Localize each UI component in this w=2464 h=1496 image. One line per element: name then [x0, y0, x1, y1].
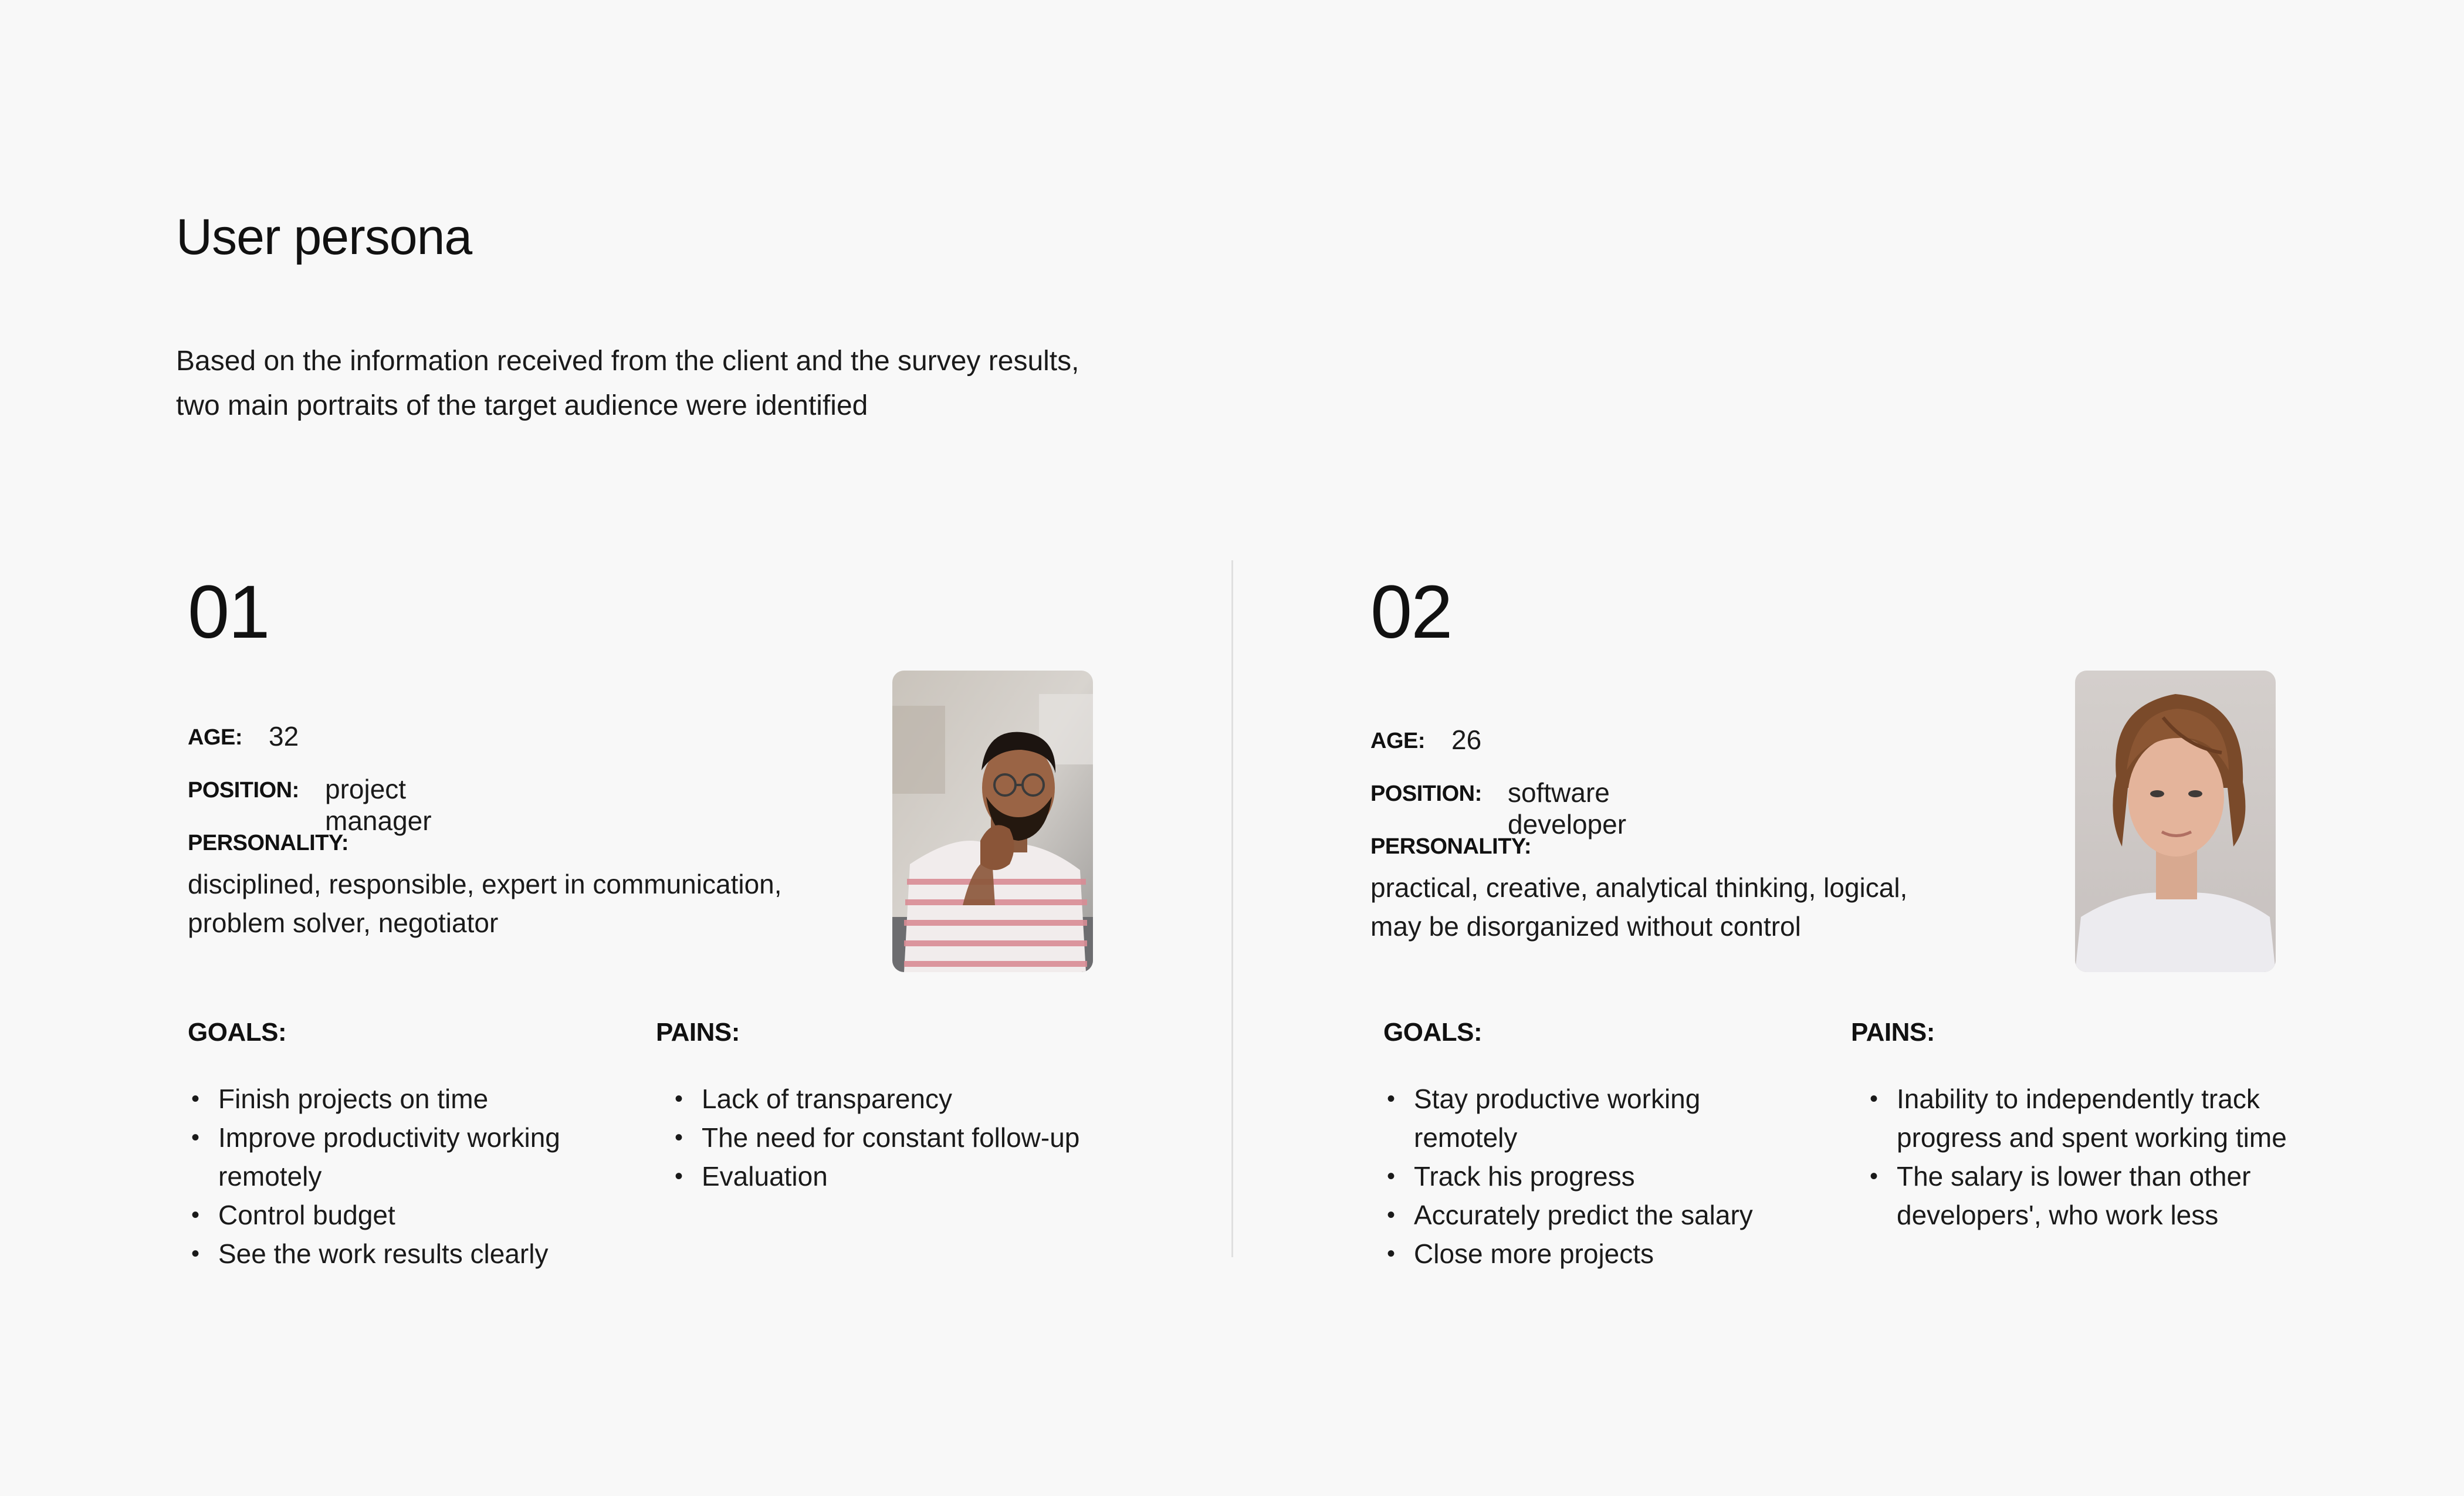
persona-photo-image: [892, 671, 1093, 972]
pain-item: • The need for constant follow-up: [671, 1118, 1152, 1157]
personality-value: [188, 865, 892, 942]
goal-item: • Stay productive working remotely: [1383, 1079, 1806, 1157]
goal-item: • Accurately predict the salary: [1383, 1196, 1806, 1234]
personality-line: practical, creative, analytical thinking, logical,: [1370, 872, 1908, 903]
pains-heading: PAINS:: [1851, 1018, 1935, 1047]
pains-list: [1866, 1079, 2289, 1234]
position-label: POSITION:: [1370, 781, 1482, 806]
personality-line: disciplined, responsible, expert in communication,: [188, 869, 782, 899]
goal-item: • Close more projects: [1383, 1234, 1806, 1273]
goal-item: • See the work results clearly: [188, 1234, 610, 1273]
personality-label: PERSONALITY:: [1370, 834, 1532, 859]
goals-heading: GOALS:: [1383, 1018, 1483, 1047]
intro-line: Based on the information received from the client and the survey results,: [176, 346, 1079, 377]
pains-list: [671, 1079, 1152, 1196]
persona-photo: [892, 671, 1093, 972]
personality-line: problem solver, negotiator: [188, 908, 499, 938]
age-label: AGE:: [188, 725, 242, 750]
goals-list: [1383, 1079, 1806, 1273]
persona-photo: [2075, 671, 2276, 972]
age-value: 32: [269, 721, 299, 752]
page-title: User persona: [176, 209, 472, 265]
goals-list: [188, 1079, 610, 1273]
position-value: project manager: [325, 774, 432, 836]
personality-line: may be disorganized without control: [1370, 911, 1801, 942]
personality-label: PERSONALITY:: [188, 831, 349, 855]
pains-heading: PAINS:: [656, 1018, 740, 1047]
persona-photo-image: [2075, 671, 2276, 972]
goal-item: • Track his progress: [1383, 1157, 1806, 1196]
goal-item: • Improve productivity working remotely: [188, 1118, 610, 1196]
position-label: POSITION:: [188, 778, 299, 803]
persona-divider: [1231, 560, 1233, 1257]
intro-line: two main portraits of the target audience were identified: [176, 390, 868, 421]
intro-text: [176, 339, 1232, 428]
goal-item: • Control budget: [188, 1196, 610, 1234]
persona-number: 01: [188, 570, 269, 654]
age-value: 26: [1451, 725, 1482, 755]
personality-value: [1370, 868, 2074, 946]
goals-heading: GOALS:: [188, 1018, 287, 1047]
persona-number: 02: [1370, 570, 1452, 654]
pain-item: • The salary is lower than other developers', who work less: [1866, 1157, 2289, 1234]
age-label: AGE:: [1370, 729, 1425, 753]
pain-item: • Lack of transparency: [671, 1079, 1152, 1118]
pain-item: • Inability to independently track progress and spent working time: [1866, 1079, 2289, 1157]
goal-item: • Finish projects on time: [188, 1079, 610, 1118]
position-value: software developer: [1508, 777, 1627, 840]
pain-item: • Evaluation: [671, 1157, 1152, 1196]
